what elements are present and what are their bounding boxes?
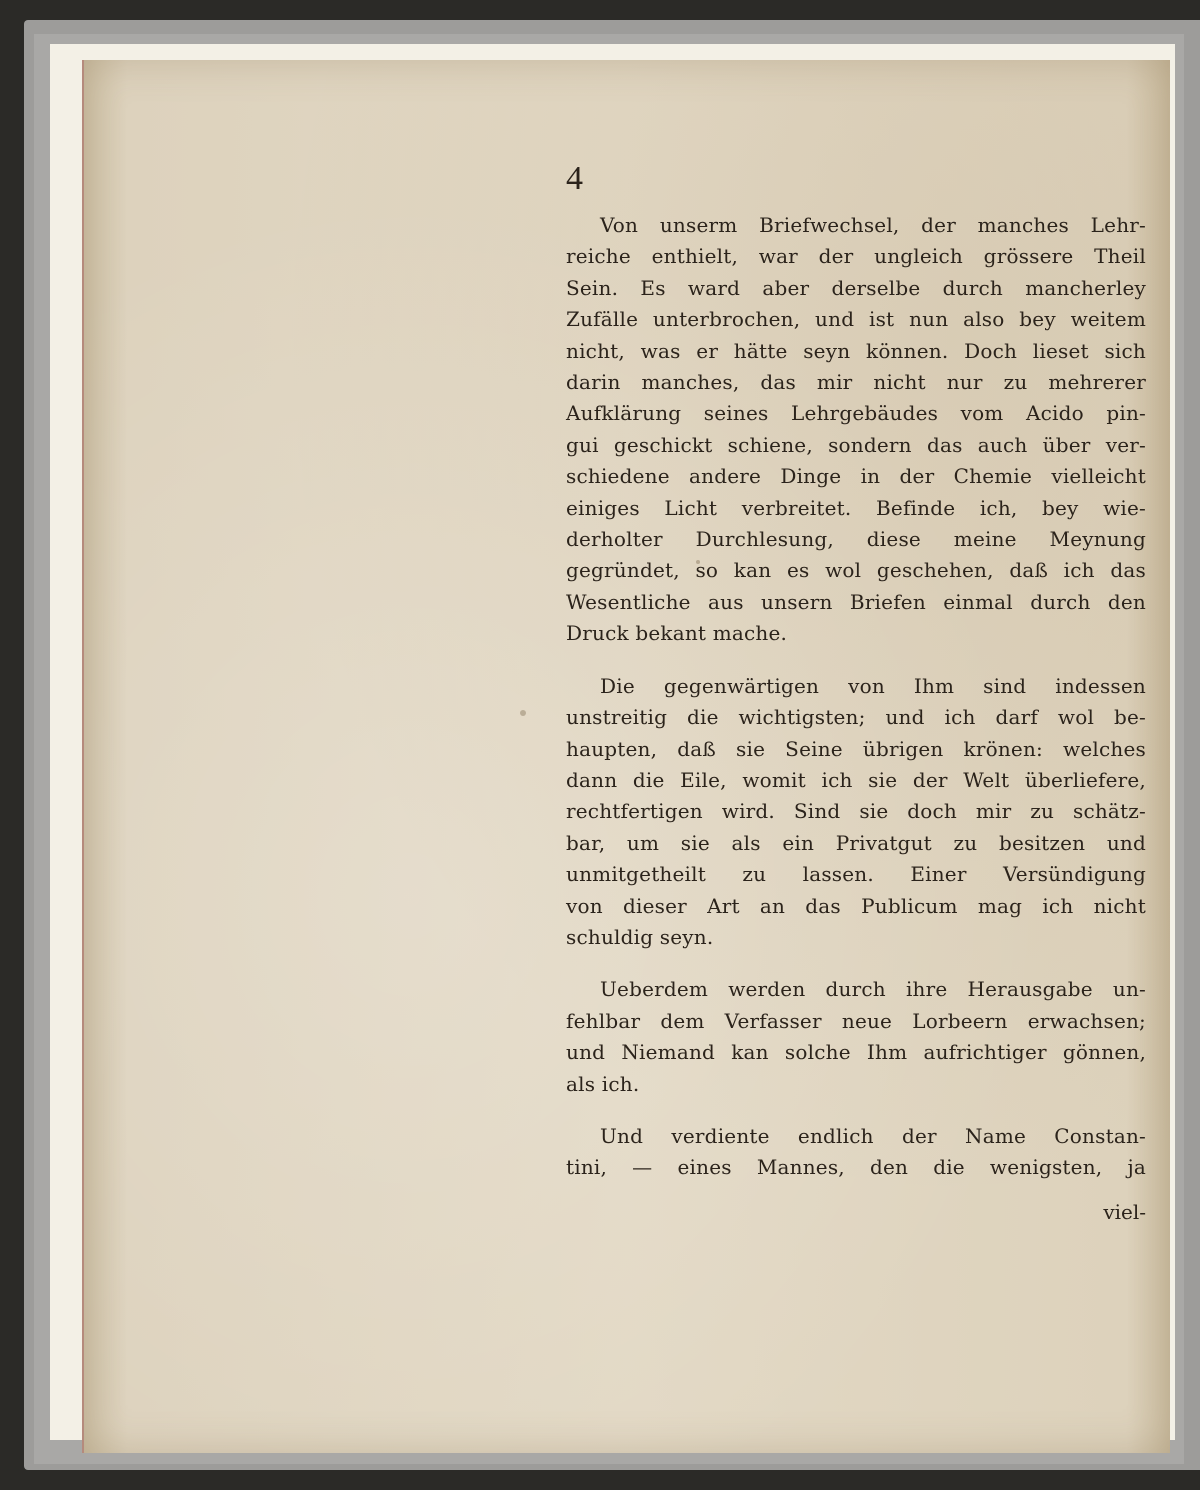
text-line: fehlbar dem Verfasser neue Lorbeern erwachsen;: [566, 1008, 1146, 1033]
text-line: haupten, daß sie Seine übrigen krönen: welches: [566, 736, 1146, 761]
text-line: nicht, was er hätte seyn können. Doch lieset sich: [566, 338, 1146, 363]
text-line: als ich.: [566, 1071, 640, 1096]
text-line: tini, — eines Mannes, den die wenigsten, ja: [566, 1155, 1146, 1180]
text-line: schuldig seyn.: [566, 924, 714, 949]
text-line: Druck bekant mache.: [566, 621, 788, 646]
text-line: bar, um sie als ein Privatgut zu besitzen und: [566, 830, 1146, 855]
text-line: und Niemand kan solche Ihm aufrichtiger gönnen,: [566, 1040, 1146, 1065]
text-line: dann die Eile, womit ich sie der Welt überliefere,: [566, 767, 1146, 792]
text-line: einiges Licht verbreitet. Befinde ich, bey wie-: [566, 495, 1146, 520]
text-line: Aufklärung seines Lehrgebäudes vom Acido pin-: [566, 401, 1146, 426]
paragraph: [566, 974, 1146, 1100]
text-line: gegründet, so kan es wol geschehen, daß ich das: [566, 558, 1146, 583]
text-line: gui geschickt schiene, sondern das auch über ver-: [566, 432, 1146, 457]
text-line: Die gegenwärtigen von Ihm sind indessen: [600, 673, 1146, 698]
paragraphs: [566, 210, 1146, 1184]
paper-spot: [520, 710, 526, 716]
text-line: Wesentliche aus unsern Briefen einmal durch den: [566, 589, 1146, 614]
book-page: [82, 60, 1170, 1453]
text-line: Von unserm Briefwechsel, der manches Lehr-: [600, 213, 1146, 237]
text-line: schiedene andere Dinge in der Chemie vielleicht: [566, 464, 1146, 489]
text-line: von dieser Art an das Publicum mag ich nicht: [566, 893, 1146, 918]
text-line: unstreitig die wichtigsten; und ich darf wol be-: [566, 705, 1146, 730]
text-line: rechtfertigen wird. Sind sie doch mir zu schätz-: [566, 799, 1146, 824]
paragraph: [566, 1121, 1146, 1184]
text-line: Und verdiente endlich der Name Constan-: [600, 1123, 1146, 1148]
text-line: derholter Durchlesung, diese meine Meynung: [566, 527, 1146, 552]
paragraph: [566, 210, 1146, 650]
paragraph: [566, 671, 1146, 954]
text-line: Sein. Es ward aber derselbe durch mancherley: [566, 275, 1146, 300]
page-number: 4: [566, 160, 583, 197]
text-line: unmitgetheilt zu lassen. Einer Versündigung: [566, 862, 1146, 887]
text-line: reiche enthielt, war der ungleich grössere Theil: [566, 244, 1146, 269]
text-line: darin manches, das mir nicht nur zu mehrerer: [566, 370, 1146, 395]
text-line: Ueberdem werden durch ihre Herausgabe un-: [600, 977, 1146, 1002]
text-line: Zufälle unterbrochen, und ist nun also bey weitem: [566, 307, 1146, 332]
catchword: viel-: [1103, 1199, 1146, 1224]
page-text: [566, 160, 1146, 1228]
